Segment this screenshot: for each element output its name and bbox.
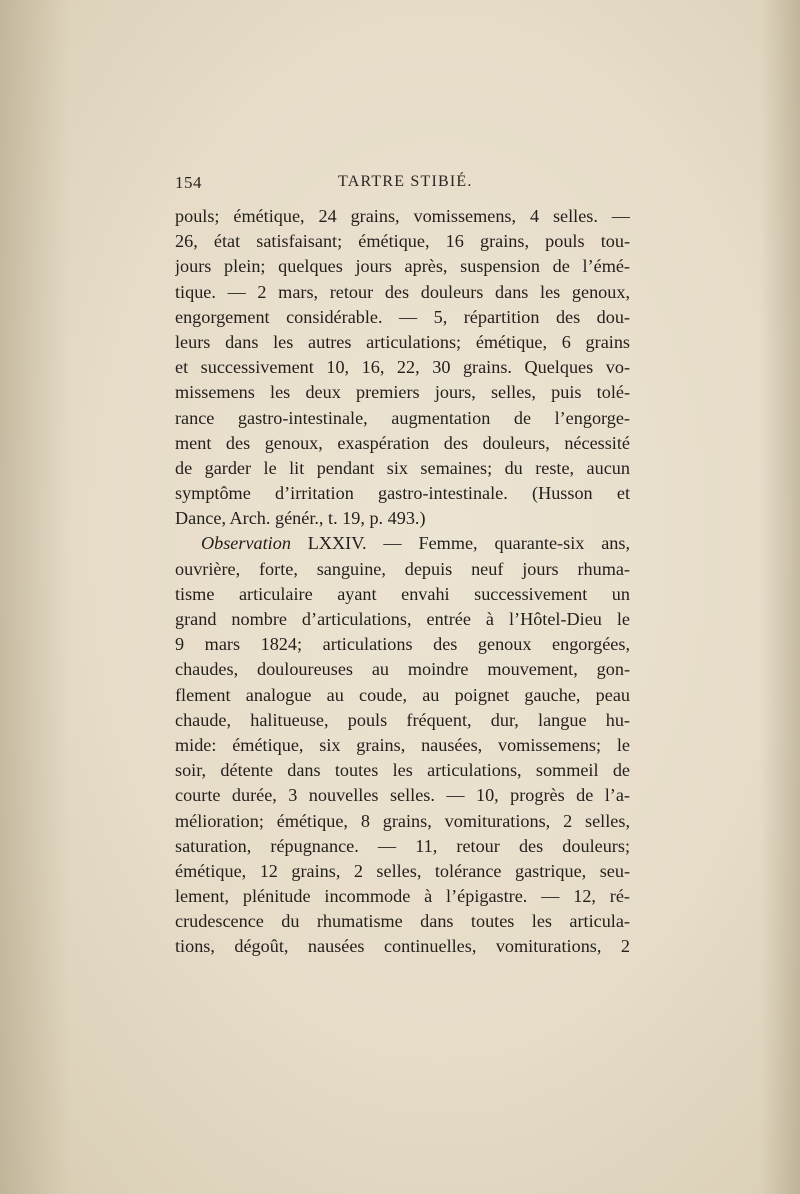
text-line: rance gastro-intestinale, augmentation de l’engorge-: [175, 407, 630, 428]
running-head: TARTRE STIBIÉ.: [338, 173, 473, 190]
text-line: 9 mars 1824; articulations des genoux engorgées,: [175, 634, 630, 655]
text-line: ment des genoux, exaspération des douleurs, nécessité: [175, 432, 630, 453]
text-line: symptôme d’irritation gastro-intestinale. (Husson et: [175, 483, 630, 504]
text-line: de garder le lit pendant six semaines; du reste, aucun: [175, 457, 630, 478]
text-line: mide: émétique, six grains, nausées, vomissemens; le: [175, 734, 630, 755]
text-line: flement analogue au coude, au poignet gauche, peau: [175, 684, 630, 705]
text-line: ouvrière, forte, sanguine, depuis neuf jours rhuma-: [175, 558, 630, 579]
page-number: 154: [175, 173, 202, 192]
text-line: jours plein; quelques jours après, suspension de l’émé-: [175, 256, 630, 277]
page-header: [175, 173, 635, 199]
text-line: tisme articulaire ayant envahi successivement un: [175, 583, 630, 604]
text-line: pouls; émétique, 24 grains, vomissemens, 4 selles. —: [175, 206, 630, 226]
text-line: chaude, halitueuse, pouls fréquent, dur, langue hu-: [175, 709, 630, 730]
observation-heading-text: LXXIV. — Femme, quarante-six ans,: [307, 533, 630, 554]
observation-label: Observation: [201, 533, 291, 554]
text-line: engorgement considérable. — 5, répartition des dou-: [175, 306, 630, 327]
observation-heading-line: [175, 531, 630, 556]
text-line: mélioration; émétique, 8 grains, vomiturations, 2 selles,: [175, 810, 630, 831]
text-line: tions, dégoût, nausées continuelles, vomiturations, 2: [175, 936, 630, 957]
text-line: grand nombre d’articulations, entrée à l’Hôtel-Dieu le: [175, 609, 630, 629]
text-line: Dance, Arch. génér., t. 19, p. 493.): [175, 508, 426, 529]
text-line: lement, plénitude incommode à l’épigastre. — 12, ré-: [175, 886, 630, 907]
text-line: courte durée, 3 nouvelles selles. — 10, progrès de l’a-: [175, 785, 630, 806]
text-line: saturation, répugnance. — 11, retour des douleurs;: [175, 835, 630, 856]
text-line: soir, détente dans toutes les articulations, sommeil de: [175, 760, 630, 781]
text-line: leurs dans les autres articulations; émétique, 6 grains: [175, 331, 630, 352]
text-line: chaudes, douloureuses au moindre mouvement, gon-: [175, 659, 630, 680]
text-line: et successivement 10, 16, 22, 30 grains. Quelques vo-: [175, 357, 630, 378]
body-text: [175, 204, 630, 960]
text-line: crudescence du rhumatisme dans toutes les articula-: [175, 911, 630, 932]
text-line: 26, état satisfaisant; émétique, 16 grains, pouls tou-: [175, 231, 630, 252]
text-line: tique. — 2 mars, retour des douleurs dans les genoux,: [175, 281, 630, 302]
text-line: missemens les deux premiers jours, selles, puis tolé-: [175, 382, 630, 403]
text-line: émétique, 12 grains, 2 selles, tolérance gastrique, seu-: [175, 860, 630, 881]
